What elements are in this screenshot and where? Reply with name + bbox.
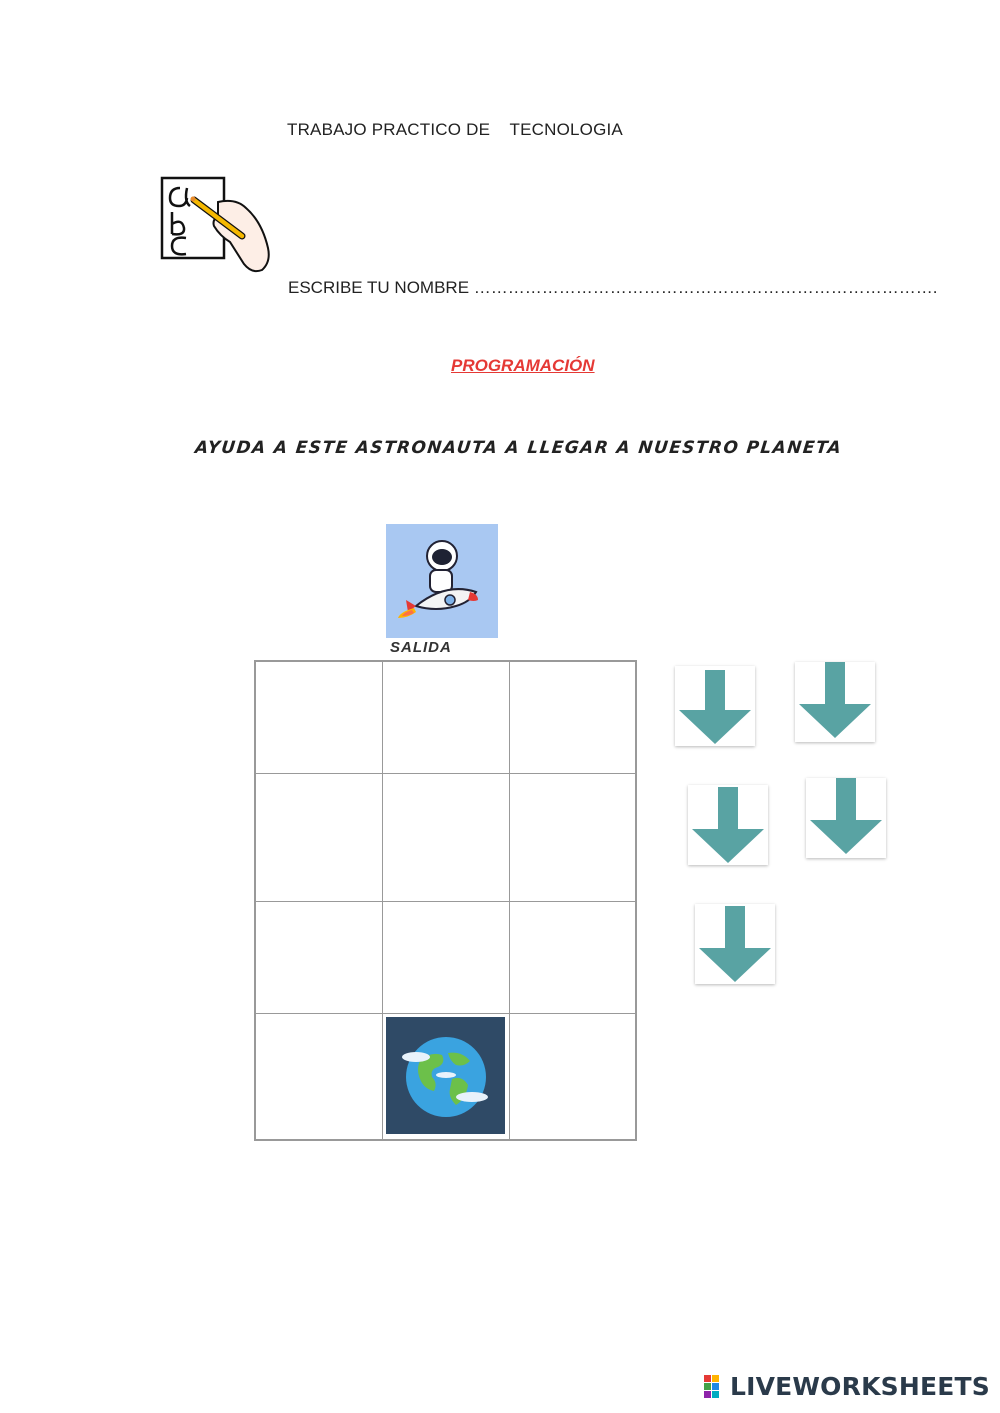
logo-text: LIVEWORKSHEETS	[729, 1372, 990, 1401]
start-label: SALIDA	[390, 639, 452, 656]
grid-cell[interactable]	[383, 902, 510, 1014]
grid-cell[interactable]	[383, 774, 510, 902]
down-arrow-icon	[810, 778, 882, 854]
grid-cell[interactable]	[256, 902, 383, 1014]
grid-cell[interactable]	[510, 1014, 635, 1139]
grid-cell[interactable]	[256, 662, 383, 774]
grid-cell[interactable]	[510, 774, 635, 902]
grid-cell-goal[interactable]	[383, 1014, 510, 1139]
down-arrow-card[interactable]	[688, 785, 768, 865]
down-arrow-card[interactable]	[806, 778, 886, 858]
grid-cell[interactable]	[510, 902, 635, 1014]
down-arrow-card[interactable]	[795, 662, 875, 742]
down-arrow-card[interactable]	[675, 666, 755, 746]
earth-planet-icon	[386, 1017, 505, 1134]
worksheet-title: TRABAJO PRACTICO DE TECNOLOGIA	[287, 120, 623, 139]
name-prompt: ESCRIBE TU NOMBRE ……………………………………………………………………….	[288, 278, 938, 297]
section-title: PROGRAMACIÓN	[451, 356, 595, 375]
down-arrow-icon	[692, 787, 764, 863]
down-arrow-icon	[799, 662, 871, 738]
liveworksheets-logo	[704, 1372, 990, 1401]
down-arrow-icon	[679, 670, 751, 744]
liveworksheets-logo-icon	[704, 1375, 728, 1399]
grid-cell[interactable]	[256, 1014, 383, 1139]
grid-cell[interactable]	[256, 774, 383, 902]
instruction-text: AYUDA A ESTE ASTRONAUTA A LLEGAR A NUESTRO PLANETA	[193, 438, 844, 458]
writing-hand-abc-icon	[158, 172, 276, 280]
grid-cell[interactable]	[383, 662, 510, 774]
grid-cell[interactable]	[510, 662, 635, 774]
down-arrow-card[interactable]	[695, 904, 775, 984]
path-grid	[254, 660, 637, 1141]
down-arrow-icon	[699, 906, 771, 982]
astronaut-rocket-icon[interactable]	[386, 524, 498, 638]
